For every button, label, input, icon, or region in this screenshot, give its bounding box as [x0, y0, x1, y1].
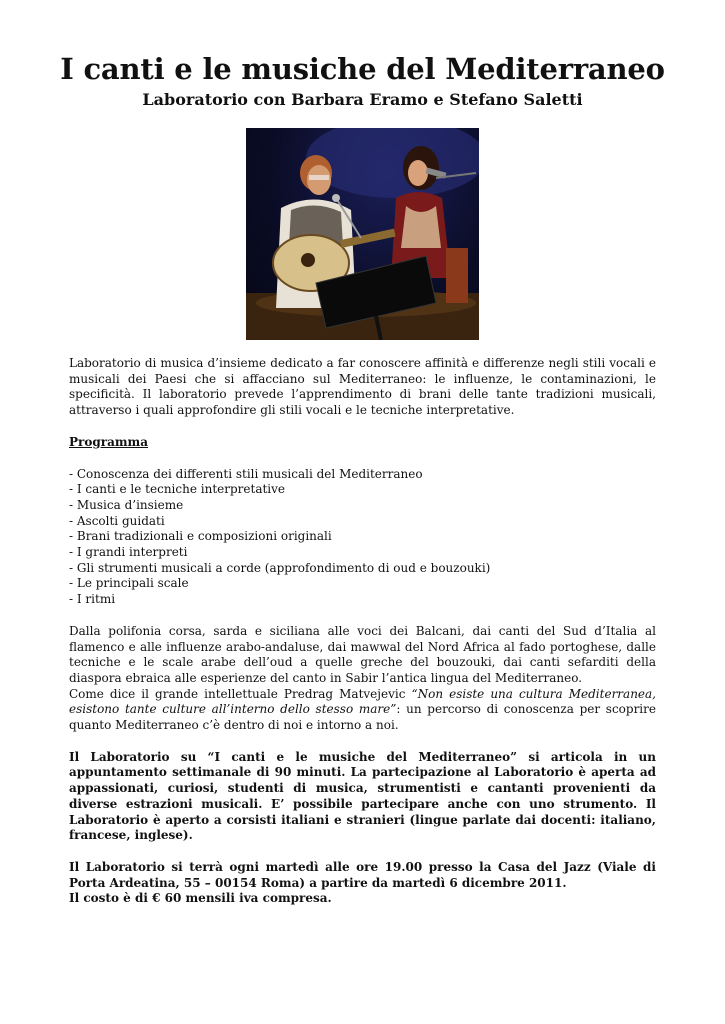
performers-photo	[246, 128, 479, 340]
program-heading: Programma	[69, 434, 149, 449]
page-title: I canti e le musiche del Mediterraneo	[60, 52, 665, 86]
schedule-paragraph: Il Laboratorio su “I canti e le musiche del Mediterraneo” si articola in un appuntamento settimanale di 90 minuti. La partecipazione al Laboratorio è aperta ad appassionati, curiosi, studenti di musica, strumentisti e cantanti provenienti da diverse estrazioni musicali. E’ possibile partecipare anche con uno strumento. Il Laboratorio è aperto a corsisti italiani e stranieri (lingue parlate dai docenti: italiano, francese, inglese).	[69, 749, 656, 843]
quote-outro-text: : un percorso di conoscenza per scoprire quanto Mediterraneo c’è dentro di noi e intorno a noi.	[69, 702, 656, 733]
concert-illustration	[246, 128, 479, 340]
quote-paragraph	[69, 687, 656, 734]
program-item: - I grandi interpreti	[69, 545, 188, 560]
program-item: - Conoscenza dei differenti stili musicali del Mediterraneo	[69, 466, 423, 481]
program-list	[69, 467, 656, 608]
intro-paragraph: Laboratorio di musica d’insieme dedicato a far conoscere affinità e differenze negli stili vocali e musicali dei Paesi che si affacciano sul Mediterraneo: le influenze, le contaminazioni, le specificità. Il laboratorio prevede l’apprendimento di brani delle tante tradizioni musicali, attraverso i quali approfondire gli stili vocali e le tecniche interpretative.	[69, 356, 656, 418]
program-item: - Musica d’insieme	[69, 497, 184, 512]
program-item: - I ritmi	[69, 592, 116, 607]
program-item: - Le principali scale	[69, 576, 189, 591]
page-subtitle: Laboratorio con Barbara Eramo e Stefano Saletti	[142, 90, 583, 109]
quote-intro-text: Come dice il grande intellettuale Predrag Matvejevic	[69, 686, 412, 701]
main-content	[69, 356, 656, 907]
cost-paragraph: Il costo è di € 60 mensili iva compresa.	[69, 891, 332, 906]
styles-paragraph: Dalla polifonia corsa, sarda e siciliana alle voci dei Balcani, dai canti del Sud d’Italia al flamenco e alle influenze arabo-andaluse, dai mawwal del Nord Africa al fado portoghese, dalle tecniche e le scale arabe dell’oud a quelle greche del bouzouki, dai canti sefarditi della diaspora ebraica alle esperienze del canto in Sabir l’antica lingua del Mediterraneo.	[69, 623, 656, 685]
venue-paragraph: Il Laboratorio si terrà ogni martedì alle ore 19.00 presso la Casa del Jazz (Viale di Porta Ardeatina, 55 – 00154 Roma) a partire da martedì 6 dicembre 2011.	[69, 859, 656, 890]
program-item: - Gli strumenti musicali a corde (approfondimento di oud e bouzouki)	[69, 560, 491, 575]
program-item: - Ascolti guidati	[69, 513, 165, 528]
program-item: - I canti e le tecniche interpretative	[69, 482, 286, 497]
matvejevic-quote: “Non esiste una cultura Mediterranea, esistono tante culture all’interno dello stesso mare”	[69, 686, 656, 717]
info-section	[69, 750, 656, 907]
program-item: - Brani tradizionali e composizioni originali	[69, 529, 332, 544]
